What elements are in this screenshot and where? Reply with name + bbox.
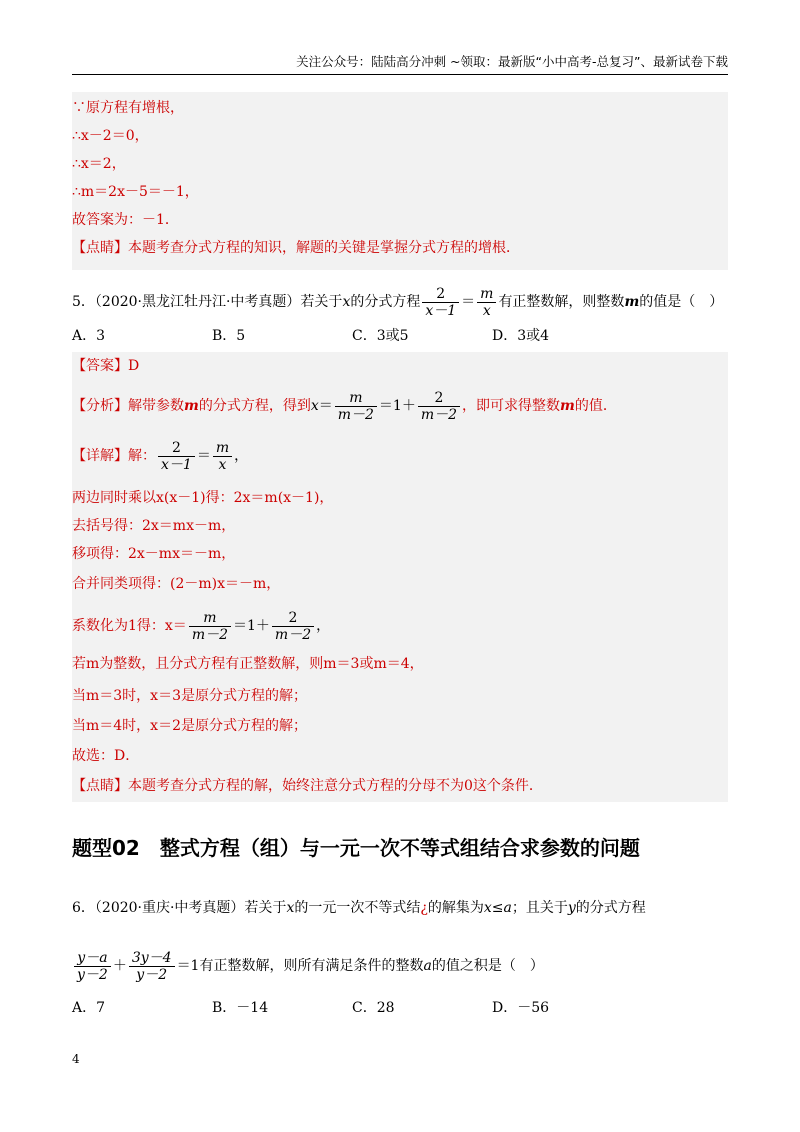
- note-text: 本题考查分式方程的知识，解题的关键是掌握分式方程的增根．: [128, 240, 520, 256]
- stem-text: 有正整数解，则整数: [498, 294, 625, 310]
- step-line: 两边同时乘以x(x－1)得：2x＝m(x－1)，: [72, 490, 334, 506]
- var-a: a: [423, 958, 432, 974]
- text: 的值．: [574, 398, 617, 414]
- note-tag: 【点睛】: [72, 240, 128, 256]
- denominator: x－1: [161, 456, 192, 473]
- equals-one: ＝1: [176, 958, 200, 974]
- denominator: y－2: [136, 966, 168, 983]
- fraction: [422, 286, 459, 319]
- var-m: m: [184, 398, 199, 414]
- text: 解：: [128, 448, 156, 464]
- numerator: 2: [422, 286, 459, 303]
- fraction: [189, 610, 231, 643]
- numerator: 2: [272, 610, 314, 627]
- solution-line: ∴m＝2x－5＝－1，: [72, 184, 199, 200]
- point-note: [72, 776, 543, 796]
- fraction: [129, 950, 175, 983]
- detail-tag: 【详解】: [72, 448, 128, 464]
- question-6-stem-line1: [72, 898, 646, 918]
- option-b[interactable]: B．－14: [212, 1000, 269, 1016]
- text: 的分式方程，得到: [198, 398, 311, 414]
- var-x: x: [342, 294, 351, 310]
- garbled-glyph: ¿: [420, 900, 428, 916]
- numerator: 2: [418, 390, 460, 407]
- equals: ＝: [318, 398, 333, 414]
- denominator: m－2: [274, 626, 312, 643]
- step-line: 若m为整数，且分式方程有正整数解，则m＝3或m＝4，: [72, 656, 424, 672]
- page-header: 关注公众号：陆陆高分冲刺 ~领取：最新版“小中高考-总复习”、最新试卷下载: [72, 52, 728, 75]
- denominator: y－2: [77, 966, 108, 983]
- solution-line: ∴x－2＝0，: [72, 128, 149, 144]
- numerator: y－a: [74, 950, 111, 967]
- numerator: m: [189, 610, 231, 627]
- detail-line: [72, 438, 248, 474]
- stem-text: 5．（2020·黑龙江牡丹江·中考真题）若关于: [72, 294, 343, 310]
- step-line: 去括号得：2x＝mx－m，: [72, 518, 236, 534]
- stem-text: 的分式方程: [575, 900, 646, 916]
- equals: ＝: [461, 294, 476, 310]
- numerator: m: [213, 440, 232, 457]
- denominator: m－2: [420, 406, 458, 423]
- denominator: x: [482, 302, 491, 319]
- option-d[interactable]: D．－56: [492, 1000, 550, 1016]
- fraction: [213, 440, 232, 473]
- answer-tag: 【答案】: [72, 358, 128, 374]
- note-text: 本题考查分式方程的解，始终注意分式方程的分母不为0这个条件．: [128, 778, 543, 794]
- step-line: 当m＝3时，x＝3是原分式方程的解；: [72, 688, 307, 704]
- analysis-tag: 【分析】: [72, 398, 128, 414]
- stem-text: ；且关于: [511, 900, 568, 916]
- analysis-line: [72, 388, 617, 424]
- equals: ＝: [196, 448, 211, 464]
- note-tag: 【点睛】: [72, 778, 128, 794]
- solution-block-2: [72, 352, 728, 802]
- question-5-stem: [72, 282, 723, 322]
- option-c[interactable]: C．28: [352, 1000, 395, 1016]
- option-d[interactable]: D．3或4: [492, 328, 550, 344]
- stem-text: 的值是（ ）: [639, 294, 724, 310]
- numerator: 3y－4: [129, 950, 175, 967]
- plus: ＝1＋: [233, 618, 270, 634]
- var-m: m: [560, 398, 575, 414]
- answer-value: D: [128, 358, 140, 374]
- fraction: [418, 390, 460, 423]
- var-m: m: [624, 294, 640, 310]
- answer-line: [72, 356, 139, 376]
- solution-line: 故答案为：－1．: [72, 212, 179, 228]
- step-line: 故选：D．: [72, 748, 140, 764]
- section-title: 题型02 整式方程（组）与一元一次不等式组结合求参数的问题: [72, 836, 640, 860]
- numerator: m: [477, 286, 496, 303]
- stem-text: 的解集为: [427, 900, 484, 916]
- denominator: m－2: [337, 406, 374, 423]
- solution-line: ∵原方程有增根，: [72, 100, 184, 116]
- denominator: m－2: [191, 626, 228, 643]
- stem-text: 的分式方程: [350, 294, 421, 310]
- step-line: [72, 608, 330, 644]
- page-number: 4: [72, 1052, 80, 1066]
- text: 解带参数: [128, 398, 184, 414]
- text: ，即可求得整数: [462, 398, 561, 414]
- stem-text: 有正整数解，则所有满足条件的整数: [199, 958, 424, 974]
- numerator: 2: [158, 440, 195, 457]
- step-line: 当m＝4时，x＝2是原分式方程的解；: [72, 718, 307, 734]
- text: ，: [234, 448, 249, 464]
- fraction: [158, 440, 195, 473]
- option-a[interactable]: A．3: [72, 328, 106, 344]
- var-y: y: [567, 900, 576, 916]
- option-c[interactable]: C．3或5: [352, 328, 409, 344]
- option-b[interactable]: B．5: [212, 328, 246, 344]
- fraction: [335, 390, 377, 423]
- numerator: m: [335, 390, 377, 407]
- denominator: x: [218, 456, 227, 473]
- var-x: x: [286, 900, 295, 916]
- fraction: [272, 610, 314, 643]
- solution-line: ∴x＝2，: [72, 156, 126, 172]
- stem-text: 的值之积是（ ）: [431, 958, 544, 974]
- solution-block-1: [72, 92, 728, 270]
- fraction: [477, 286, 496, 319]
- option-a[interactable]: A．7: [72, 1000, 106, 1016]
- inequality: x≤a: [483, 900, 512, 916]
- step-line: 合并同类项得：(2－m)x＝－m，: [72, 576, 281, 592]
- plus: ＋: [112, 958, 127, 974]
- point-note: [72, 238, 520, 258]
- plus: ＝1＋: [378, 398, 416, 414]
- question-6-stem-line2: [72, 946, 544, 986]
- stem-text: 的一元一次不等式结: [294, 900, 421, 916]
- step-line: 移项得：2x－mx＝－m，: [72, 546, 236, 562]
- text: ，: [316, 618, 331, 634]
- fraction: [74, 950, 111, 983]
- text: 系数化为1得：x＝: [72, 618, 187, 634]
- stem-text: 6．（2020·重庆·中考真题）若关于: [72, 900, 287, 916]
- denominator: x－1: [425, 302, 457, 319]
- var-x: x: [310, 398, 319, 414]
